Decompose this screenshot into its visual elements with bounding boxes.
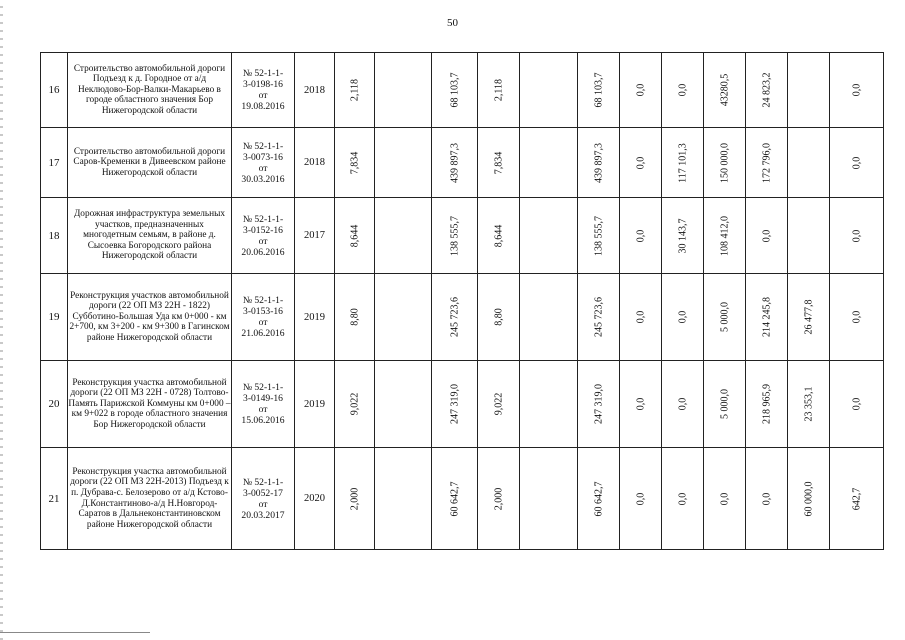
- value-cell: [578, 448, 620, 550]
- footer-rule: [0, 632, 150, 633]
- value-text: 108 412,0: [719, 215, 730, 256]
- value-text: 117 101,3: [677, 142, 688, 183]
- value-cell: [662, 361, 704, 448]
- value-text: 8,80: [349, 308, 360, 326]
- value-cell: [432, 198, 478, 274]
- value-text: 0,0: [635, 156, 646, 169]
- value-text: 0,0: [851, 156, 862, 169]
- value-text: 9,022: [349, 392, 360, 416]
- value-cell: [578, 53, 620, 128]
- value-text: 138 555,7: [449, 215, 460, 256]
- value-cell: [478, 128, 520, 198]
- value-cell: [746, 361, 788, 448]
- value-cell: [746, 274, 788, 361]
- object-name: Строительство автомобильной дороги Подъезд к д. Городное от а/д Неклюдово-Бор-Валки-Макарьево в городе областного значения Бор Нижегородской области: [68, 53, 232, 128]
- value-cell: [830, 448, 884, 550]
- value-text: 8,644: [493, 224, 504, 247]
- value-cell: [478, 274, 520, 361]
- value-cell: [830, 361, 884, 448]
- value-text: 5 000,0: [719, 302, 730, 332]
- value-text: 245 723,6: [449, 297, 460, 337]
- commissioning-year: 2017: [295, 198, 335, 274]
- value-cell: [478, 53, 520, 128]
- commissioning-year: 2019: [295, 361, 335, 448]
- value-text: 150 000,0: [719, 142, 730, 183]
- value-cell: [578, 198, 620, 274]
- value-text: 0,0: [635, 397, 646, 411]
- value-cell: [704, 198, 746, 274]
- value-text: 0,0: [635, 492, 646, 505]
- commissioning-year: 2020: [295, 448, 335, 550]
- value-text: 0,0: [677, 397, 688, 411]
- value-cell: [375, 274, 432, 361]
- value-cell: [578, 274, 620, 361]
- value-text: 2,118: [349, 78, 360, 102]
- expertise-conclusion: № 52-1-1- 3-0153-16 от 21.06.2016: [232, 274, 295, 361]
- value-text: 7,834: [493, 151, 504, 174]
- value-cell: [746, 448, 788, 550]
- value-text: 5 000,0: [719, 389, 730, 419]
- value-cell: [520, 53, 578, 128]
- value-cell: [704, 274, 746, 361]
- value-text: 30 143,7: [677, 218, 688, 253]
- object-name: Дорожная инфраструктура земельных участков, предназначенных многодетным семьям, в районе д. Сысоевка Богородского района Нижегородской области: [68, 198, 232, 274]
- value-cell: [432, 448, 478, 550]
- value-cell: [375, 448, 432, 550]
- value-cell: [620, 128, 662, 198]
- value-text: 68 103,7: [593, 72, 604, 108]
- value-cell: [830, 53, 884, 128]
- value-text: 2,118: [493, 78, 504, 102]
- value-text: 0,0: [851, 83, 862, 97]
- value-text: 172 796,0: [761, 142, 772, 183]
- value-cell: [620, 361, 662, 448]
- commissioning-year: 2019: [295, 274, 335, 361]
- value-cell: [520, 198, 578, 274]
- value-text: 0,0: [677, 83, 688, 97]
- value-text: 2,000: [493, 487, 504, 510]
- value-cell: [375, 128, 432, 198]
- value-text: 23 353,1: [803, 386, 814, 422]
- value-cell: [788, 198, 830, 274]
- value-cell: [788, 128, 830, 198]
- row-number: 20: [41, 361, 68, 448]
- value-cell: [830, 274, 884, 361]
- value-text: 2,000: [349, 487, 360, 510]
- value-cell: [662, 274, 704, 361]
- table-row: [41, 128, 884, 198]
- value-cell: [432, 274, 478, 361]
- row-number: 21: [41, 448, 68, 550]
- value-cell: [620, 274, 662, 361]
- value-cell: [662, 198, 704, 274]
- value-cell: [788, 274, 830, 361]
- value-cell: [335, 361, 375, 448]
- value-cell: [746, 128, 788, 198]
- value-text: 68 103,7: [449, 72, 460, 108]
- value-text: 9,022: [493, 392, 504, 416]
- object-name: Реконструкция участка автомобильной дороги (22 ОП МЗ 22Н-2013) Подъезд к п. Дубрава-с. Белозерово от а/д Кстово-Д.Константиново-а/д Н.Новгород-Саратов в Дальнеконстантиновском районе Нижегородской области: [68, 448, 232, 550]
- value-cell: [520, 128, 578, 198]
- row-number: 19: [41, 274, 68, 361]
- value-cell: [662, 448, 704, 550]
- value-text: 0,0: [719, 492, 730, 505]
- table-row: [41, 198, 884, 274]
- table-row: [41, 361, 884, 448]
- value-cell: [375, 53, 432, 128]
- value-cell: [830, 128, 884, 198]
- object-name: Реконструкция участка автомобильной дороги (22 ОП МЗ 22Н - 0728) Толтово-Память Парижской Коммуны км 0+000 – км 9+022 в городе областного значения Бор Нижегородской области: [68, 361, 232, 448]
- expertise-conclusion: № 52-1-1- 3-0073-16 от 30.03.2016: [232, 128, 295, 198]
- expertise-conclusion: № 52-1-1- 3-0052-17 от 20.03.2017: [232, 448, 295, 550]
- value-text: 439 897,3: [593, 142, 604, 183]
- value-text: 247 319,0: [593, 384, 604, 424]
- value-cell: [620, 198, 662, 274]
- value-cell: [432, 128, 478, 198]
- value-text: 26 477,8: [803, 299, 814, 335]
- value-cell: [620, 448, 662, 550]
- value-text: 642,7: [851, 487, 862, 510]
- value-cell: [432, 53, 478, 128]
- value-cell: [432, 361, 478, 448]
- value-text: 245 723,6: [593, 297, 604, 337]
- value-cell: [478, 198, 520, 274]
- value-cell: [375, 361, 432, 448]
- page-number: 50: [447, 17, 458, 29]
- row-number: 17: [41, 128, 68, 198]
- value-cell: [335, 128, 375, 198]
- page-edge-marks: [0, 0, 3, 640]
- value-text: 439 897,3: [449, 142, 460, 183]
- value-cell: [478, 448, 520, 550]
- commissioning-year: 2018: [295, 128, 335, 198]
- row-number: 18: [41, 198, 68, 274]
- construction-objects-table: [40, 52, 884, 550]
- value-text: 0,0: [851, 310, 862, 324]
- value-cell: [662, 128, 704, 198]
- value-cell: [704, 361, 746, 448]
- value-text: 0,0: [635, 229, 646, 242]
- value-cell: [704, 448, 746, 550]
- value-text: 8,80: [493, 308, 504, 326]
- value-cell: [335, 274, 375, 361]
- table-row: [41, 53, 884, 128]
- value-cell: [704, 128, 746, 198]
- value-cell: [746, 198, 788, 274]
- value-cell: [578, 361, 620, 448]
- value-text: 7,834: [349, 151, 360, 174]
- value-text: 0,0: [851, 229, 862, 242]
- expertise-conclusion: № 52-1-1- 3-0149-16 от 15.06.2016: [232, 361, 295, 448]
- value-text: 218 965,9: [761, 384, 772, 424]
- value-text: 0,0: [851, 397, 862, 411]
- value-text: 247 319,0: [449, 384, 460, 424]
- table-row: [41, 448, 884, 550]
- value-cell: [520, 274, 578, 361]
- value-text: 0,0: [635, 310, 646, 324]
- value-cell: [662, 53, 704, 128]
- value-text: 60 000,0: [803, 481, 814, 516]
- value-text: 138 555,7: [593, 215, 604, 256]
- value-cell: [788, 448, 830, 550]
- value-text: 0,0: [761, 492, 772, 505]
- object-name: Реконструкция участков автомобильной дороги (22 ОП МЗ 22Н - 1822) Субботино-Большая Уда км 0+000 - км 2+700, км 3+200 - км 9+300 в Гагинском районе Нижегородской области: [68, 274, 232, 361]
- object-name: Строительство автомобильной дороги Саров-Кременки в Дивеевском районе Нижегородской области: [68, 128, 232, 198]
- value-cell: [520, 361, 578, 448]
- value-text: 0,0: [635, 83, 646, 97]
- value-text: 214 245,8: [761, 297, 772, 337]
- value-text: 43280,5: [719, 73, 730, 107]
- value-text: 60 642,7: [449, 481, 460, 516]
- commissioning-year: 2018: [295, 53, 335, 128]
- value-cell: [746, 53, 788, 128]
- value-cell: [375, 198, 432, 274]
- value-text: 24 823,2: [761, 72, 772, 108]
- value-cell: [335, 198, 375, 274]
- row-number: 16: [41, 53, 68, 128]
- value-text: 60 642,7: [593, 481, 604, 516]
- value-text: 0,0: [677, 310, 688, 324]
- value-cell: [478, 361, 520, 448]
- value-text: 0,0: [677, 492, 688, 505]
- value-cell: [335, 53, 375, 128]
- value-cell: [704, 53, 746, 128]
- value-cell: [788, 53, 830, 128]
- value-cell: [830, 198, 884, 274]
- expertise-conclusion: № 52-1-1- 3-0198-16 от 19.08.2016: [232, 53, 295, 128]
- table-row: [41, 274, 884, 361]
- value-text: 8,644: [349, 224, 360, 247]
- value-cell: [335, 448, 375, 550]
- value-cell: [788, 361, 830, 448]
- value-cell: [520, 448, 578, 550]
- expertise-conclusion: № 52-1-1- 3-0152-16 от 20.06.2016: [232, 198, 295, 274]
- value-cell: [578, 128, 620, 198]
- value-text: 0,0: [761, 229, 772, 242]
- value-cell: [620, 53, 662, 128]
